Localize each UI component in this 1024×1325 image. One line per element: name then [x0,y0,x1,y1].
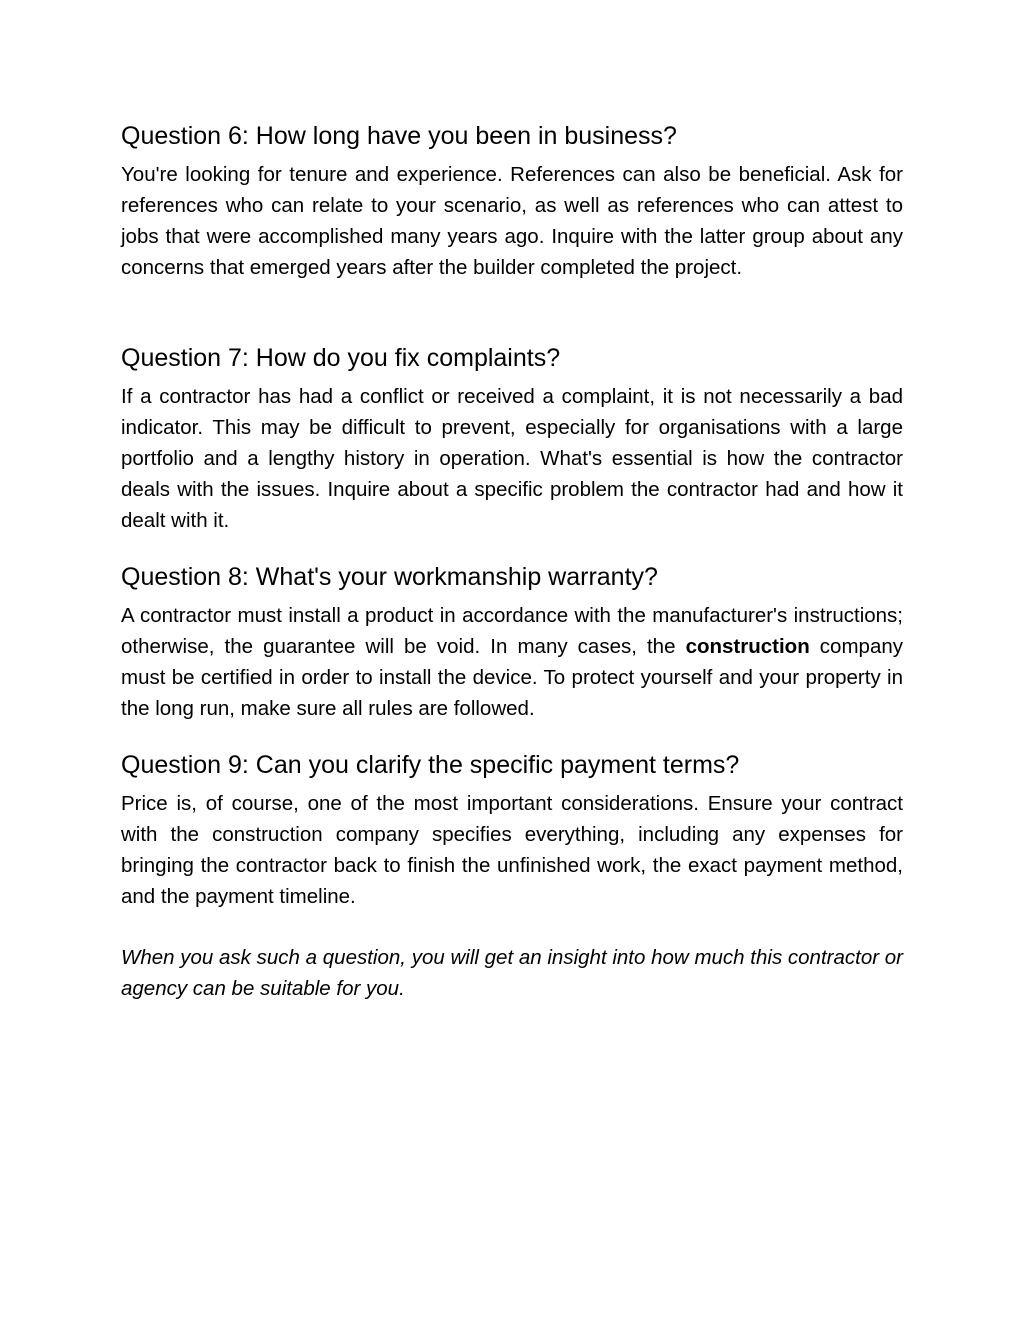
section-question-7 [121,339,903,536]
question-8-body [121,600,903,724]
closing-note: When you ask such a question, you will get an insight into how much this contractor or agency can be suitable for you. [121,946,903,1000]
section-question-9 [121,746,903,912]
question-8-body-end: company must be certified in order to install the device. To protect yourself and your property in the long run, make sure all rules are followed. [121,635,903,720]
question-7-heading: Question 7: How do you fix complaints? [121,344,561,372]
question-9-heading: Question 9: Can you clarify the specific payment terms? [121,751,740,779]
question-9-body: Price is, of course, one of the most important considerations. Ensure your contract with the construction company specifies everything, including any expenses for bringing the contractor back to finish the unfinished work, the exact payment method, and the payment timeline. [121,792,903,908]
question-6-heading: Question 6: How long have you been in business? [121,122,677,150]
question-8-body-start: A contractor must install a product in accordance with the manufacturer's instructions; otherwise, the guarantee will be void. In many cases, the [121,604,903,658]
question-6-body: You're looking for tenure and experience. References can also be beneficial. Ask for references who can relate to your scenario, as well as references who can attest to jobs that were accomplished many years ago. Inquire with the latter group about any concerns that emerged years after the builder completed the project. [121,163,903,279]
section-question-6 [121,117,903,283]
section-question-8 [121,558,903,724]
document-page [121,117,903,1004]
question-7-body: If a contractor has had a conflict or received a complaint, it is not necessarily a bad indicator. This may be difficult to prevent, especially for organisations with a large portfolio and a lengthy history in operation. What's essential is how the contractor deals with the issues. Inquire about a specific problem the contractor had and how it dealt with it. [121,385,903,532]
question-8-bold-term: construction [685,635,810,658]
question-8-heading: Question 8: What's your workmanship warranty? [121,563,658,591]
